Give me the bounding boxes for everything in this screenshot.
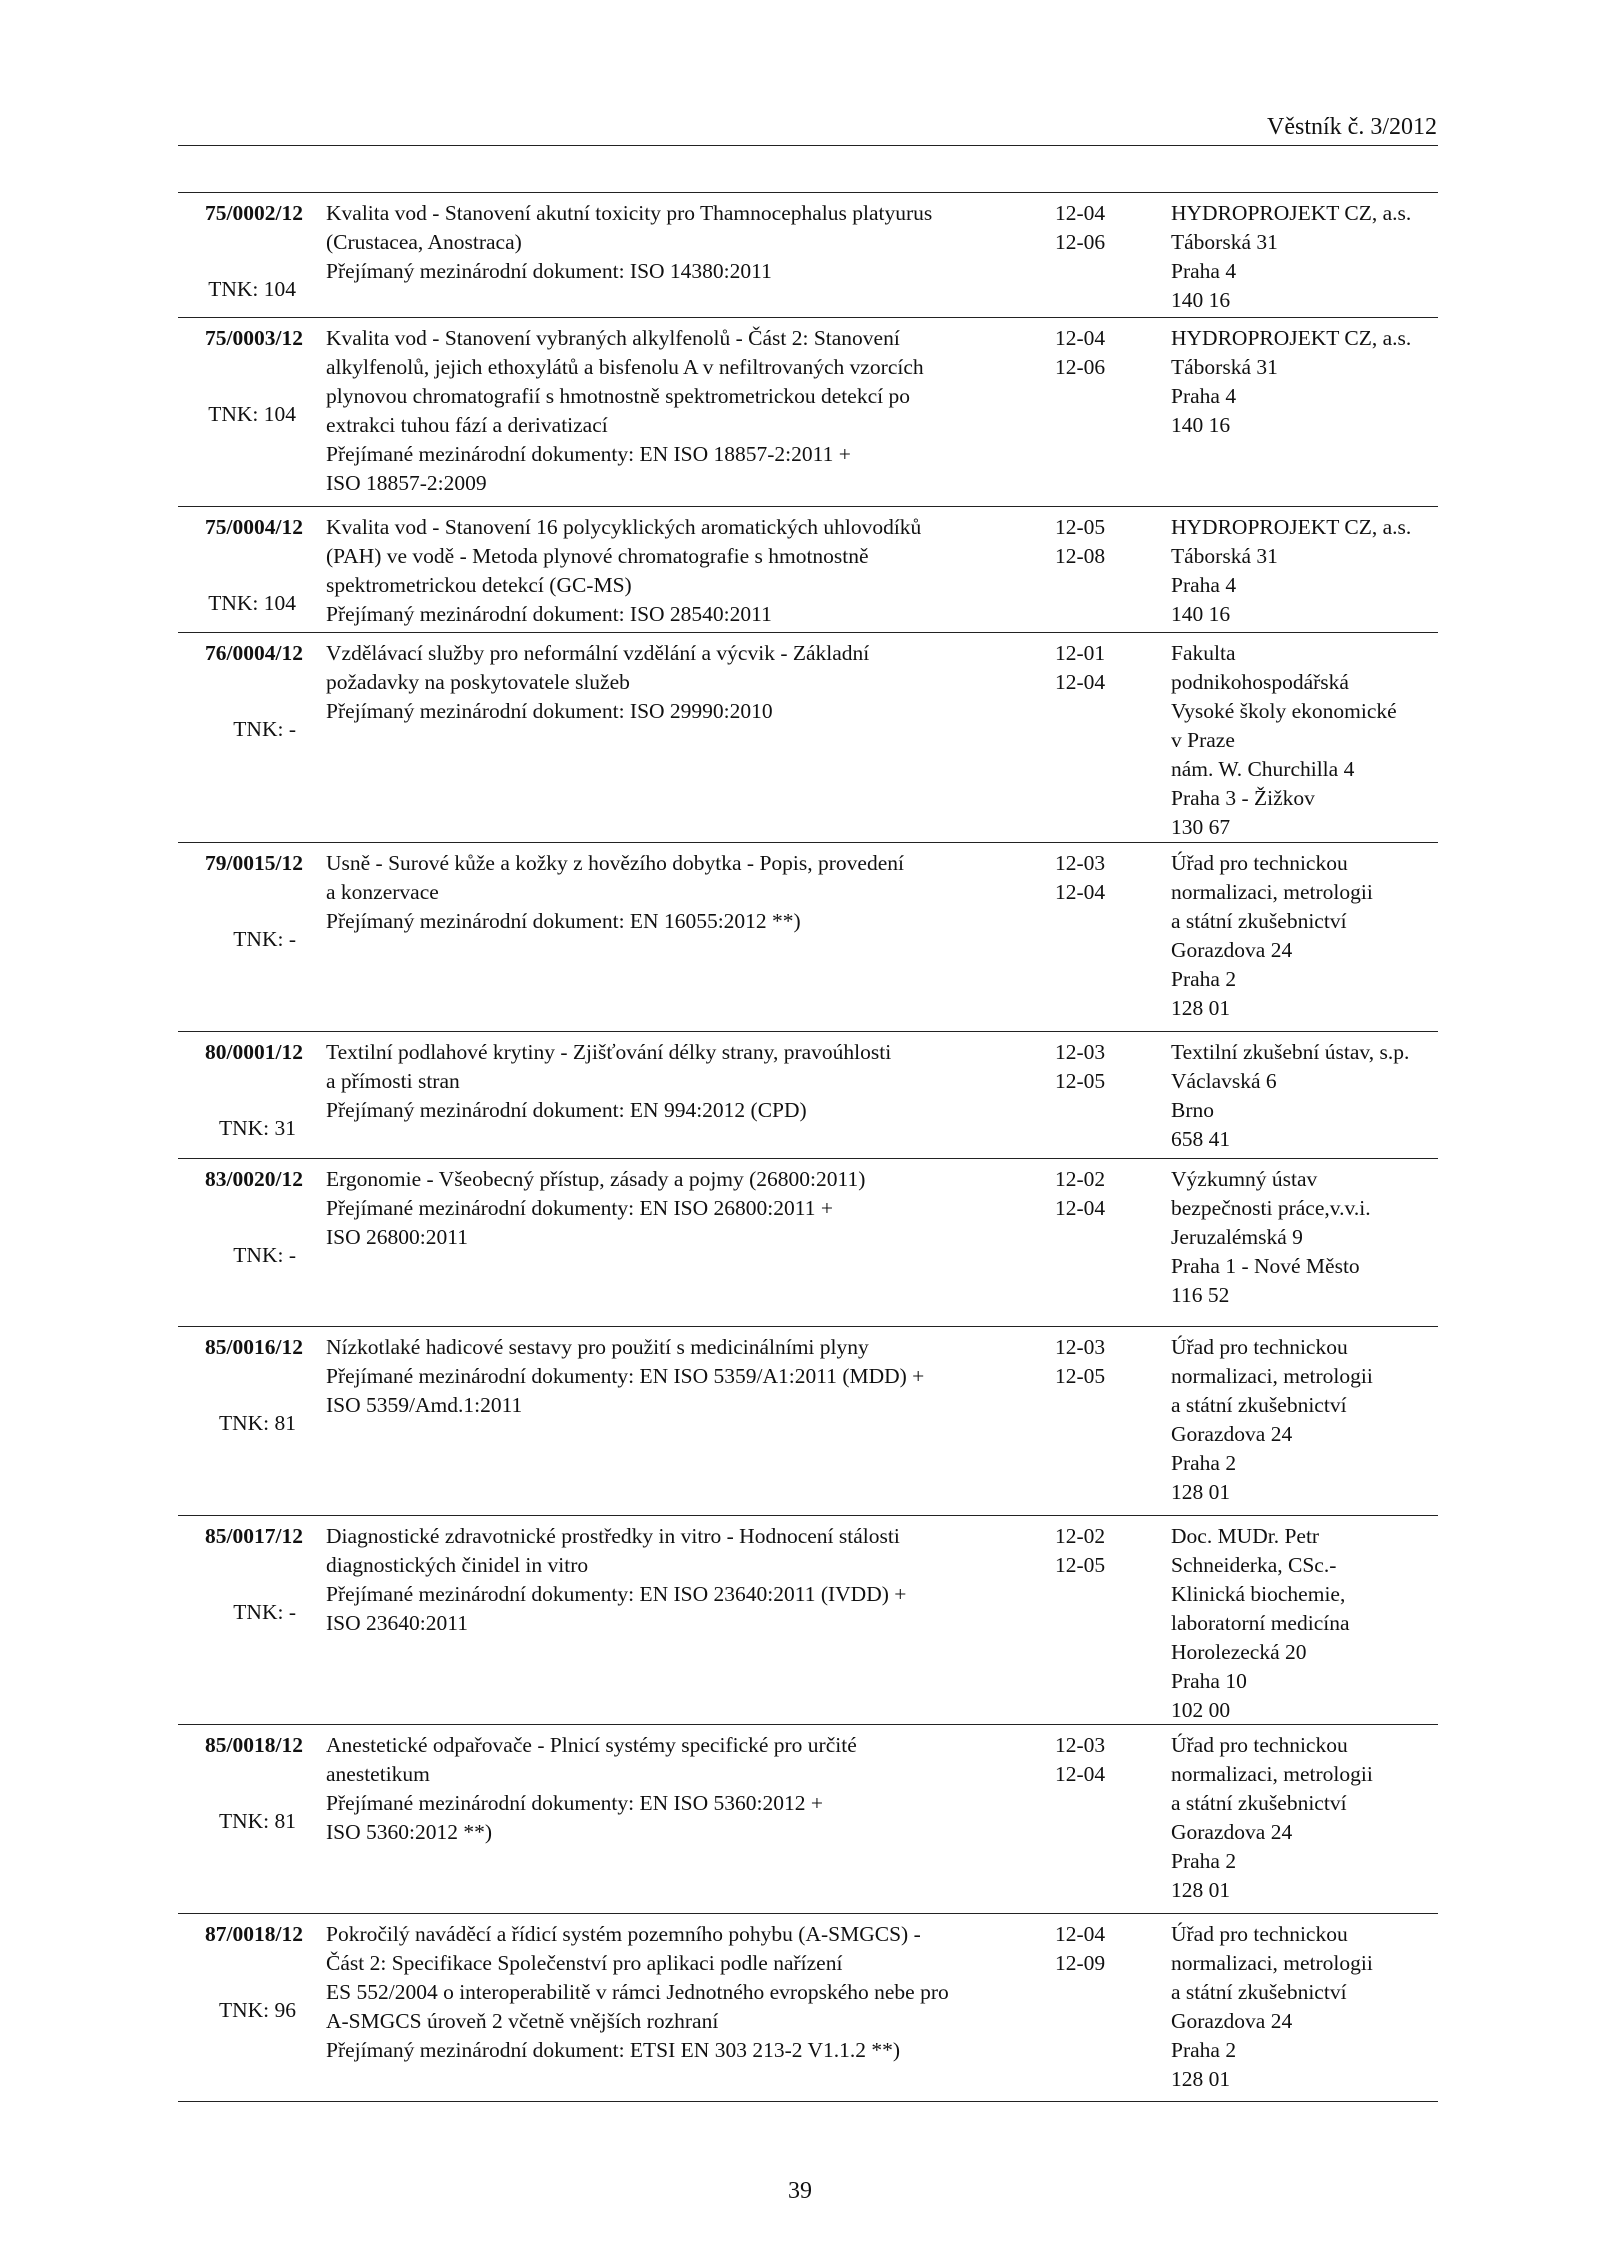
text-line: Přejímané mezinárodní dokumenty: EN ISO 5360:2012 + xyxy=(326,1791,823,1815)
text-line: bezpečnosti práce,v.v.i. xyxy=(1171,1196,1371,1220)
tnk-code: TNK: - xyxy=(233,1600,296,1624)
text-line: Výzkumný ústav xyxy=(1171,1167,1318,1191)
journal-title: Věstník č. 3/2012 xyxy=(1267,114,1437,140)
text-line: (PAH) ve vodě - Metoda plynové chromatografie s hmotnostně xyxy=(326,544,869,568)
text-line: 12-09 xyxy=(1055,1951,1106,1975)
text-line: Gorazdova 24 xyxy=(1171,1820,1293,1844)
text-line: Praha 2 xyxy=(1171,1849,1237,1873)
text-line: 12-03 xyxy=(1055,1040,1106,1064)
table-row xyxy=(178,1158,1438,1326)
tnk-code: TNK: 104 xyxy=(208,591,296,615)
standard-number: 83/0020/12 xyxy=(205,1167,303,1191)
text-line: HYDROPROJEKT CZ, a.s. xyxy=(1171,326,1412,350)
text-line: extrakci tuhou fází a derivatizací xyxy=(326,413,608,437)
dates-column xyxy=(1055,324,1145,382)
dates-column xyxy=(1055,199,1145,257)
text-line: Praha 4 xyxy=(1171,384,1237,408)
text-line: Praha 4 xyxy=(1171,259,1237,283)
text-line: Úřad pro technickou xyxy=(1171,1733,1348,1757)
table-row xyxy=(178,317,1438,506)
dates-column xyxy=(1055,639,1145,697)
text-line: podnikohospodářská xyxy=(1171,670,1349,694)
processor-address xyxy=(1171,513,1441,629)
tnk-code: TNK: 104 xyxy=(208,402,296,426)
text-line: spektrometrickou detekcí (GC-MS) xyxy=(326,573,632,597)
text-line: ISO 23640:2011 xyxy=(326,1611,468,1635)
standard-number: 75/0002/12 xyxy=(205,201,303,225)
tnk-code: TNK: - xyxy=(233,927,296,951)
text-line: a státní zkušebnictví xyxy=(1171,1791,1347,1815)
standard-number: 85/0016/12 xyxy=(205,1335,303,1359)
text-line: 12-08 xyxy=(1055,544,1106,568)
standard-number: 80/0001/12 xyxy=(205,1040,303,1064)
text-line: Praha 10 xyxy=(1171,1669,1247,1693)
text-line: Část 2: Specifikace Společenství pro aplikaci podle nařízení xyxy=(326,1951,843,1975)
text-line: Usně - Surové kůže a kožky z hovězího dobytka - Popis, provedení xyxy=(326,851,904,875)
text-line: 12-04 xyxy=(1055,880,1106,904)
processor-address xyxy=(1171,639,1441,842)
processor-address xyxy=(1171,199,1441,315)
text-line: a státní zkušebnictví xyxy=(1171,1393,1347,1417)
text-line: 12-05 xyxy=(1055,515,1106,539)
text-line: a státní zkušebnictví xyxy=(1171,909,1347,933)
text-line: 12-05 xyxy=(1055,1553,1106,1577)
text-line: Václavská 6 xyxy=(1171,1069,1277,1093)
text-line: 116 52 xyxy=(1171,1283,1230,1307)
standards-table xyxy=(178,192,1438,2102)
dates-column xyxy=(1055,1731,1145,1789)
standard-number: 76/0004/12 xyxy=(205,641,303,665)
text-line: 12-04 xyxy=(1055,670,1106,694)
text-line: Úřad pro technickou xyxy=(1171,1922,1348,1946)
text-line: Fakulta xyxy=(1171,641,1236,665)
text-line: normalizaci, metrologii xyxy=(1171,1762,1373,1786)
text-line: Klinická biochemie, xyxy=(1171,1582,1346,1606)
text-line: Přejímaný mezinárodní dokument: ISO 29990:2010 xyxy=(326,699,773,723)
text-line: Kvalita vod - Stanovení akutní toxicity pro Thamnocephalus platyurus xyxy=(326,201,933,225)
page-number: 39 xyxy=(788,2178,812,2204)
text-line: 12-04 xyxy=(1055,1762,1106,1786)
text-line: Přejímaný mezinárodní dokument: EN 16055:2012 **) xyxy=(326,909,801,933)
text-line: plynovou chromatografií s hmotnostně spektrometrickou detekcí po xyxy=(326,384,910,408)
tnk-code: TNK: 96 xyxy=(218,1998,296,2022)
table-row xyxy=(178,1724,1438,1913)
text-line: A-SMGCS úroveň 2 včetně vnějších rozhraní xyxy=(326,2009,719,2033)
processor-address xyxy=(1171,1522,1441,1725)
text-line: 12-05 xyxy=(1055,1069,1106,1093)
text-line: Gorazdova 24 xyxy=(1171,2009,1293,2033)
text-line: Kvalita vod - Stanovení 16 polycyklických aromatických uhlovodíků xyxy=(326,515,922,539)
standard-number: 87/0018/12 xyxy=(205,1922,303,1946)
text-line: Praha 3 - Žižkov xyxy=(1171,786,1315,810)
text-line: Schneiderka, CSc.- xyxy=(1171,1553,1337,1577)
tnk-code: TNK: - xyxy=(233,1243,296,1267)
tnk-code: TNK: 104 xyxy=(208,277,296,301)
text-line: Anestetické odpařovače - Plnicí systémy specifické pro určité xyxy=(326,1733,857,1757)
text-line: 12-04 xyxy=(1055,1922,1106,1946)
text-line: alkylfenolů, jejich ethoxylátů a bisfenolu A v nefiltrovaných vzorcích xyxy=(326,355,924,379)
dates-column xyxy=(1055,1333,1145,1391)
text-line: 12-04 xyxy=(1055,1196,1106,1220)
text-line: 140 16 xyxy=(1171,602,1231,626)
processor-address xyxy=(1171,1038,1441,1154)
standard-title xyxy=(326,1522,1046,1638)
processor-address xyxy=(1171,1333,1441,1507)
dates-column xyxy=(1055,1522,1145,1580)
standard-title xyxy=(326,849,1046,936)
text-line: Přejímané mezinárodní dokumenty: EN ISO 23640:2011 (IVDD) + xyxy=(326,1582,907,1606)
text-line: a státní zkušebnictví xyxy=(1171,1980,1347,2004)
text-line: Úřad pro technickou xyxy=(1171,851,1348,875)
text-line: ES 552/2004 o interoperabilitě v rámci Jednotného evropského nebe pro xyxy=(326,1980,949,2004)
text-line: 12-06 xyxy=(1055,355,1106,379)
text-line: požadavky na poskytovatele služeb xyxy=(326,670,630,694)
tnk-code: TNK: 81 xyxy=(218,1411,296,1435)
text-line: 128 01 xyxy=(1171,2067,1231,2091)
table-row xyxy=(178,1326,1438,1515)
text-line: normalizaci, metrologii xyxy=(1171,1951,1373,1975)
standard-number: 75/0004/12 xyxy=(205,515,303,539)
standard-number: 85/0017/12 xyxy=(205,1524,303,1548)
text-line: ISO 5359/Amd.1:2011 xyxy=(326,1393,523,1417)
text-line: 12-01 xyxy=(1055,641,1106,665)
text-line: laboratorní medicína xyxy=(1171,1611,1350,1635)
text-line: 140 16 xyxy=(1171,288,1231,312)
text-line: Praha 2 xyxy=(1171,2038,1237,2062)
text-line: ISO 5360:2012 **) xyxy=(326,1820,493,1844)
text-line: Táborská 31 xyxy=(1171,544,1278,568)
text-line: 658 41 xyxy=(1171,1127,1231,1151)
text-line: nám. W. Churchilla 4 xyxy=(1171,757,1355,781)
text-line: ISO 26800:2011 xyxy=(326,1225,468,1249)
text-line: Gorazdova 24 xyxy=(1171,1422,1293,1446)
text-line: HYDROPROJEKT CZ, a.s. xyxy=(1171,515,1412,539)
text-line: Táborská 31 xyxy=(1171,355,1278,379)
header-divider xyxy=(178,145,1438,146)
text-line: a konzervace xyxy=(326,880,439,904)
text-line: Přejímaný mezinárodní dokument: ISO 14380:2011 xyxy=(326,259,772,283)
text-line: v Praze xyxy=(1171,728,1235,752)
text-line: 128 01 xyxy=(1171,1480,1231,1504)
text-line: 128 01 xyxy=(1171,996,1231,1020)
text-line: Nízkotlaké hadicové sestavy pro použití s medicinálními plyny xyxy=(326,1335,869,1359)
text-line: 140 16 xyxy=(1171,413,1231,437)
text-line: Přejímané mezinárodní dokumenty: EN ISO 18857-2:2011 + xyxy=(326,442,851,466)
dates-column xyxy=(1055,849,1145,907)
standard-title xyxy=(326,1731,1046,1847)
text-line: Praha 2 xyxy=(1171,967,1237,991)
processor-address xyxy=(1171,1920,1441,2094)
text-line: normalizaci, metrologii xyxy=(1171,880,1373,904)
standard-title xyxy=(326,324,1046,498)
tnk-code: TNK: - xyxy=(233,717,296,741)
tnk-code: TNK: 31 xyxy=(218,1116,296,1140)
tnk-code: TNK: 81 xyxy=(218,1809,296,1833)
text-line: Jeruzalémská 9 xyxy=(1171,1225,1303,1249)
text-line: 128 01 xyxy=(1171,1878,1231,1902)
text-line: normalizaci, metrologii xyxy=(1171,1364,1373,1388)
text-line: Úřad pro technickou xyxy=(1171,1335,1348,1359)
table-row xyxy=(178,842,1438,1031)
text-line: 130 67 xyxy=(1171,815,1231,839)
text-line: Vysoké školy ekonomické xyxy=(1171,699,1397,723)
dates-column xyxy=(1055,1165,1145,1223)
text-line: Přejímané mezinárodní dokumenty: EN ISO 26800:2011 + xyxy=(326,1196,833,1220)
text-line: Pokročilý naváděcí a řídicí systém pozemního pohybu (A-SMGCS) - xyxy=(326,1922,921,1946)
text-line: 12-03 xyxy=(1055,1733,1106,1757)
text-line: 12-03 xyxy=(1055,851,1106,875)
standard-number: 85/0018/12 xyxy=(205,1733,303,1757)
table-row xyxy=(178,506,1438,632)
text-line: Praha 1 - Nové Město xyxy=(1171,1254,1360,1278)
text-line: Táborská 31 xyxy=(1171,230,1278,254)
dates-column xyxy=(1055,1920,1145,1978)
table-row xyxy=(178,1031,1438,1158)
text-line: Textilní zkušební ústav, s.p. xyxy=(1171,1040,1410,1064)
table-row xyxy=(178,632,1438,842)
standard-number: 79/0015/12 xyxy=(205,851,303,875)
standard-title xyxy=(326,1038,1046,1125)
text-line: ISO 18857-2:2009 xyxy=(326,471,487,495)
standard-title xyxy=(326,1333,1046,1420)
processor-address xyxy=(1171,1731,1441,1905)
text-line: anestetikum xyxy=(326,1762,430,1786)
text-line: 12-05 xyxy=(1055,1364,1106,1388)
dates-column xyxy=(1055,1038,1145,1096)
text-line: HYDROPROJEKT CZ, a.s. xyxy=(1171,201,1412,225)
text-line: Přejímaný mezinárodní dokument: ISO 28540:2011 xyxy=(326,602,772,626)
table-row xyxy=(178,1913,1438,2102)
text-line: Ergonomie - Všeobecný přístup, zásady a pojmy (26800:2011) xyxy=(326,1167,866,1191)
text-line: 12-04 xyxy=(1055,326,1106,350)
text-line: Textilní podlahové krytiny - Zjišťování délky strany, pravoúhlosti xyxy=(326,1040,892,1064)
table-row xyxy=(178,1515,1438,1724)
text-line: Praha 4 xyxy=(1171,573,1237,597)
standard-title xyxy=(326,639,1046,726)
text-line: Horolezecká 20 xyxy=(1171,1640,1307,1664)
text-line: Vzdělávací služby pro neformální vzdělání a výcvik - Základní xyxy=(326,641,870,665)
text-line: 102 00 xyxy=(1171,1698,1231,1722)
text-line: Přejímaný mezinárodní dokument: EN 994:2012 (CPD) xyxy=(326,1098,807,1122)
processor-address xyxy=(1171,849,1441,1023)
text-line: Praha 2 xyxy=(1171,1451,1237,1475)
table-row xyxy=(178,192,1438,317)
text-line: Diagnostické zdravotnické prostředky in vitro - Hodnocení stálosti xyxy=(326,1524,900,1548)
standard-title xyxy=(326,199,1046,286)
standard-title xyxy=(326,1920,1046,2065)
text-line: 12-03 xyxy=(1055,1335,1106,1359)
text-line: Gorazdova 24 xyxy=(1171,938,1293,962)
standard-title xyxy=(326,1165,1046,1252)
text-line: a přímosti stran xyxy=(326,1069,460,1093)
text-line: 12-06 xyxy=(1055,230,1106,254)
text-line: 12-02 xyxy=(1055,1167,1106,1191)
text-line: Přejímané mezinárodní dokumenty: EN ISO 5359/A1:2011 (MDD) + xyxy=(326,1364,925,1388)
text-line: Brno xyxy=(1171,1098,1214,1122)
text-line: diagnostických činidel in vitro xyxy=(326,1553,589,1577)
text-line: (Crustacea, Anostraca) xyxy=(326,230,522,254)
standard-number: 75/0003/12 xyxy=(205,326,303,350)
processor-address xyxy=(1171,324,1441,440)
text-line: Přejímaný mezinárodní dokument: ETSI EN 303 213-2 V1.1.2 **) xyxy=(326,2038,901,2062)
standard-title xyxy=(326,513,1046,629)
text-line: 12-04 xyxy=(1055,201,1106,225)
dates-column xyxy=(1055,513,1145,571)
text-line: 12-02 xyxy=(1055,1524,1106,1548)
text-line: Kvalita vod - Stanovení vybraných alkylfenolů - Část 2: Stanovení xyxy=(326,326,900,350)
processor-address xyxy=(1171,1165,1441,1310)
text-line: Doc. MUDr. Petr xyxy=(1171,1524,1320,1548)
